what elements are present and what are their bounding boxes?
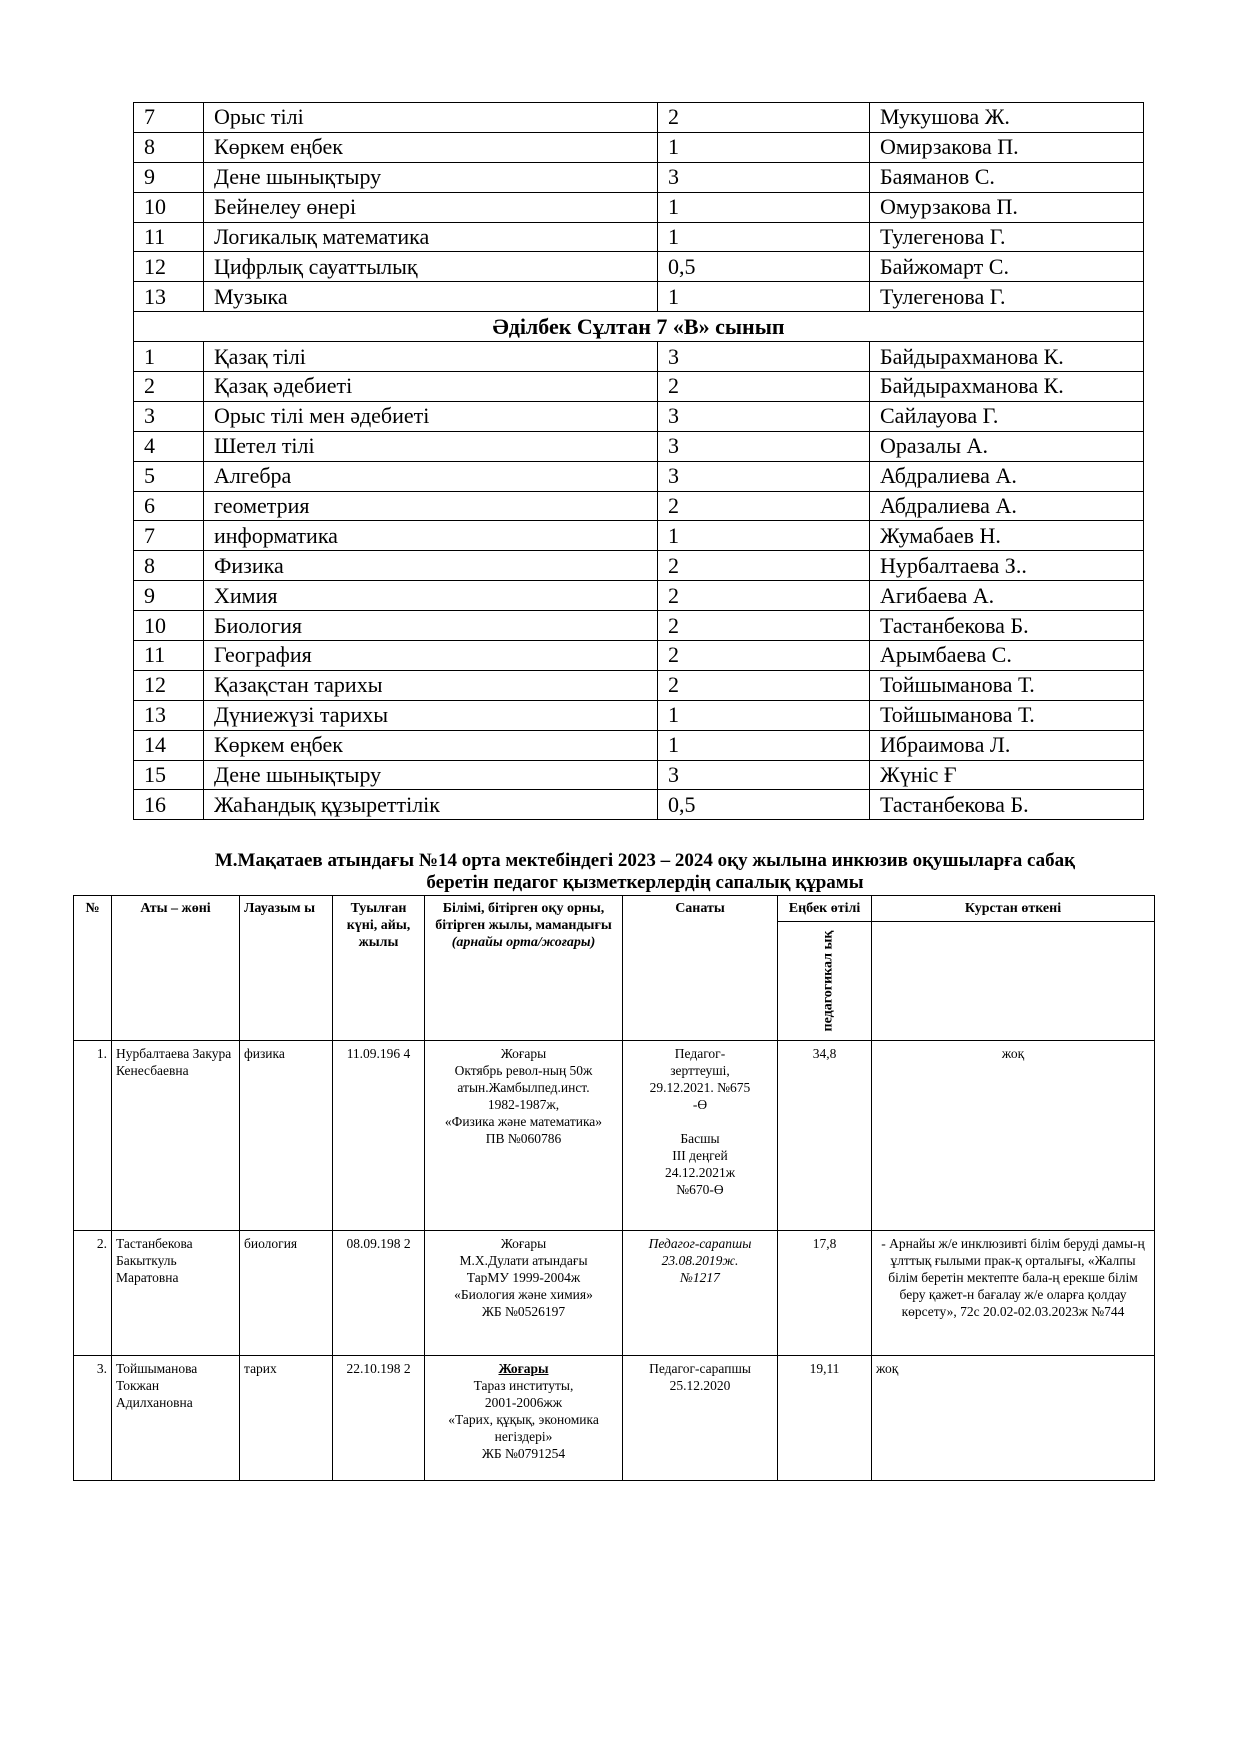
category-line: 23.08.2019ж. bbox=[661, 1253, 739, 1268]
row-number: 16 bbox=[134, 790, 204, 820]
table-row bbox=[134, 760, 1144, 790]
subject-name: информатика bbox=[204, 521, 658, 551]
staff-table-body bbox=[74, 1041, 1155, 1481]
teacher-name: Жүніс Ғ bbox=[870, 760, 1144, 790]
table-row bbox=[134, 491, 1144, 521]
education-line: Жоғары bbox=[500, 1046, 547, 1061]
hours: 3 bbox=[658, 431, 870, 461]
education-line: М.Х.Дулати атындағы bbox=[459, 1253, 588, 1268]
education-line: ЖБ №0791254 bbox=[481, 1446, 566, 1461]
category-line bbox=[627, 1113, 773, 1130]
document-title bbox=[150, 850, 1140, 894]
header-birth: Туылған күні, айы, жылы bbox=[333, 896, 425, 1041]
header-experience-pedagogical bbox=[778, 922, 872, 1041]
row-number: 9 bbox=[134, 162, 204, 192]
teacher-name: Тулегенова Г. bbox=[870, 222, 1144, 252]
staff-education bbox=[425, 1231, 623, 1356]
subject-name: Дене шынықтыру bbox=[204, 162, 658, 192]
row-number: 10 bbox=[134, 611, 204, 641]
hours: 3 bbox=[658, 162, 870, 192]
staff-education bbox=[425, 1356, 623, 1481]
subject-name: Музыка bbox=[204, 282, 658, 312]
table-row bbox=[134, 641, 1144, 671]
hours: 1 bbox=[658, 132, 870, 162]
staff-name: Нурбалтаева Закура Кенесбаевна bbox=[112, 1041, 240, 1231]
table-row bbox=[134, 132, 1144, 162]
category-line: 25.12.2020 bbox=[669, 1378, 731, 1393]
header-education-text: Білімі, бітірген оқу орны, бітірген жылы, мамандығы bbox=[435, 901, 612, 933]
table-row bbox=[134, 611, 1144, 641]
table-row bbox=[134, 431, 1144, 461]
row-number: 4 bbox=[134, 431, 204, 461]
section-heading: Әділбек Сұлтан 7 «В» сынып bbox=[134, 312, 1144, 342]
teacher-name: Мукушова Ж. bbox=[870, 103, 1144, 133]
staff-category bbox=[623, 1041, 778, 1231]
row-number: 10 bbox=[134, 192, 204, 222]
category-line: ІІІ деңгей bbox=[672, 1148, 728, 1163]
education-line: 1982-1987ж, bbox=[487, 1097, 560, 1112]
subject-name: геометрия bbox=[204, 491, 658, 521]
teacher-name: Байжомарт С. bbox=[870, 252, 1144, 282]
teacher-name: Сайлауова Г. bbox=[870, 401, 1144, 431]
category-line: Педагог-сарапшы bbox=[648, 1236, 752, 1251]
header-position: Лауазым ы bbox=[240, 896, 333, 1041]
staff-name: Тастанбекова Бакыткуль Маратовна bbox=[112, 1231, 240, 1356]
hours: 2 bbox=[658, 670, 870, 700]
table-row bbox=[134, 162, 1144, 192]
subject-name: Биология bbox=[204, 611, 658, 641]
title-line-1: М.Мақатаев атындағы №14 орта мектебіндегі 2023 – 2024 оқу жылына инкюзив оқушыларға сабақ bbox=[214, 850, 1076, 871]
header-num: № bbox=[74, 896, 112, 1041]
row-number: 12 bbox=[134, 252, 204, 282]
education-line: ТарМУ 1999-2004ж bbox=[466, 1270, 581, 1285]
staff-num: 2. bbox=[74, 1231, 112, 1356]
hours: 3 bbox=[658, 461, 870, 491]
staff-courses: жоқ bbox=[872, 1041, 1155, 1231]
header-experience: Еңбек өтілі bbox=[778, 896, 872, 922]
staff-experience: 19,11 bbox=[778, 1356, 872, 1481]
category-line: зерттеуші, bbox=[670, 1063, 730, 1078]
staff-header-row bbox=[74, 896, 1155, 922]
row-number: 5 bbox=[134, 461, 204, 491]
row-number: 13 bbox=[134, 282, 204, 312]
hours: 2 bbox=[658, 581, 870, 611]
hours: 0,5 bbox=[658, 790, 870, 820]
table-row bbox=[134, 790, 1144, 820]
education-line: Октябрь револ-ның 50ж атын.Жамбылпед.инст. bbox=[454, 1063, 593, 1095]
subject-name: Бейнелеу өнері bbox=[204, 192, 658, 222]
teacher-name: Абдралиева А. bbox=[870, 461, 1144, 491]
category-line: 24.12.2021ж bbox=[664, 1165, 736, 1180]
hours: 3 bbox=[658, 760, 870, 790]
header-courses: Курстан өткені bbox=[872, 896, 1155, 922]
staff-position: биология bbox=[240, 1231, 333, 1356]
subject-name: География bbox=[204, 641, 658, 671]
hours: 1 bbox=[658, 192, 870, 222]
hours: 1 bbox=[658, 700, 870, 730]
teacher-name: Тастанбекова Б. bbox=[870, 611, 1144, 641]
subject-name: Қазақ әдебиеті bbox=[204, 372, 658, 402]
staff-experience: 17,8 bbox=[778, 1231, 872, 1356]
row-number: 7 bbox=[134, 103, 204, 133]
teacher-name: Байдырахманова К. bbox=[870, 342, 1144, 372]
category-line: №670-Ө bbox=[676, 1182, 724, 1197]
education-line: «Биология және химия» bbox=[454, 1287, 593, 1302]
staff-category bbox=[623, 1356, 778, 1481]
staff-row bbox=[74, 1356, 1155, 1481]
teacher-name: Арымбаева С. bbox=[870, 641, 1144, 671]
header-category: Санаты bbox=[623, 896, 778, 1041]
row-number: 2 bbox=[134, 372, 204, 402]
education-line: Жоғары bbox=[500, 1236, 547, 1251]
teacher-name: Ибраимова Л. bbox=[870, 730, 1144, 760]
hours: 2 bbox=[658, 641, 870, 671]
subject-name: Дүниежүзі тарихы bbox=[204, 700, 658, 730]
row-number: 11 bbox=[134, 222, 204, 252]
staff-courses: - Арнайы ж/е инклюзивті білім беруді дамы-ң ұлттық ғылыми прак-қ орталығы, «Жалпы білім беретін мектепте бала-ң ерекше білім беру қажет-н бағалау ж/е оларға қолдау көрсету», 72с 20.02-02.03.2023ж №744 bbox=[872, 1231, 1155, 1356]
header-courses-sub bbox=[872, 922, 1155, 1041]
row-number: 12 bbox=[134, 670, 204, 700]
row-number: 15 bbox=[134, 760, 204, 790]
table-row bbox=[134, 700, 1144, 730]
education-line: Тараз институты, bbox=[473, 1378, 574, 1393]
section-heading-row bbox=[134, 312, 1144, 342]
teacher-name: Нурбалтаева З.. bbox=[870, 551, 1144, 581]
subject-name: Дене шынықтыру bbox=[204, 760, 658, 790]
subjects-table-body bbox=[134, 103, 1144, 820]
row-number: 13 bbox=[134, 700, 204, 730]
hours: 1 bbox=[658, 521, 870, 551]
table-row bbox=[134, 581, 1144, 611]
staff-row bbox=[74, 1041, 1155, 1231]
category-line: Басшы bbox=[680, 1131, 720, 1146]
staff-position: тарих bbox=[240, 1356, 333, 1481]
hours: 1 bbox=[658, 730, 870, 760]
staff-row bbox=[74, 1231, 1155, 1356]
staff-category bbox=[623, 1231, 778, 1356]
table-row bbox=[134, 551, 1144, 581]
hours: 2 bbox=[658, 103, 870, 133]
subject-name: Қазақ тілі bbox=[204, 342, 658, 372]
staff-experience: 34,8 bbox=[778, 1041, 872, 1231]
category-line: Педагог-сарапшы bbox=[649, 1361, 751, 1376]
teacher-name: Оразалы А. bbox=[870, 431, 1144, 461]
subject-name: Цифрлық сауаттылық bbox=[204, 252, 658, 282]
staff-birth: 08.09.198 2 bbox=[333, 1231, 425, 1356]
table-row bbox=[134, 670, 1144, 700]
teacher-name: Баяманов С. bbox=[870, 162, 1144, 192]
teacher-name: Байдырахманова К. bbox=[870, 372, 1144, 402]
education-line: ПВ №060786 bbox=[485, 1131, 562, 1146]
subject-name: Физика bbox=[204, 551, 658, 581]
hours: 1 bbox=[658, 222, 870, 252]
category-line: Педагог- bbox=[674, 1046, 726, 1061]
row-number: 6 bbox=[134, 491, 204, 521]
teacher-name: Тастанбекова Б. bbox=[870, 790, 1144, 820]
staff-num: 3. bbox=[74, 1356, 112, 1481]
staff-birth: 11.09.196 4 bbox=[333, 1041, 425, 1231]
table-row bbox=[134, 252, 1144, 282]
category-line: 29.12.2021. №675 bbox=[649, 1080, 751, 1095]
row-number: 3 bbox=[134, 401, 204, 431]
subject-name: Алгебра bbox=[204, 461, 658, 491]
subjects-table bbox=[133, 102, 1144, 820]
education-line: 2001-2006жж bbox=[484, 1395, 563, 1410]
subject-name: ЖаҺандық құзыреттілік bbox=[204, 790, 658, 820]
table-row bbox=[134, 282, 1144, 312]
staff-name: Тойшыманова Токжан Адилхановна bbox=[112, 1356, 240, 1481]
teacher-name: Агибаева А. bbox=[870, 581, 1144, 611]
staff-birth: 22.10.198 2 bbox=[333, 1356, 425, 1481]
table-row bbox=[134, 222, 1144, 252]
hours: 2 bbox=[658, 372, 870, 402]
subject-name: Химия bbox=[204, 581, 658, 611]
row-number: 14 bbox=[134, 730, 204, 760]
teacher-name: Жумабаев Н. bbox=[870, 521, 1144, 551]
header-name: Аты – жөні bbox=[112, 896, 240, 1041]
table-row bbox=[134, 521, 1144, 551]
education-line: «Физика және математика» bbox=[444, 1114, 603, 1129]
education-line: «Тарих, құқық, экономика негіздері» bbox=[448, 1412, 599, 1444]
header-education bbox=[425, 896, 623, 1041]
subject-name: Орыс тілі мен әдебиеті bbox=[204, 401, 658, 431]
education-line: ЖБ №0526197 bbox=[481, 1304, 566, 1319]
staff-courses: жоқ bbox=[872, 1356, 1155, 1481]
teacher-name: Тулегенова Г. bbox=[870, 282, 1144, 312]
staff-position: физика bbox=[240, 1041, 333, 1231]
staff-table bbox=[73, 895, 1155, 1481]
subject-name: Логикалық математика bbox=[204, 222, 658, 252]
table-row bbox=[134, 103, 1144, 133]
subject-name: Көркем еңбек bbox=[204, 132, 658, 162]
staff-education bbox=[425, 1041, 623, 1231]
teacher-name: Абдралиева А. bbox=[870, 491, 1144, 521]
header-education-note: (арнайы орта/жоғары) bbox=[451, 935, 596, 950]
row-number: 1 bbox=[134, 342, 204, 372]
subject-name: Көркем еңбек bbox=[204, 730, 658, 760]
row-number: 9 bbox=[134, 581, 204, 611]
table-row bbox=[134, 192, 1144, 222]
subject-name: Қазақстан тарихы bbox=[204, 670, 658, 700]
subject-name: Орыс тілі bbox=[204, 103, 658, 133]
table-row bbox=[134, 372, 1144, 402]
header-experience-pedagogical-text: педагогикал ық bbox=[820, 930, 836, 1032]
teacher-name: Омурзакова П. bbox=[870, 192, 1144, 222]
teacher-name: Тойшыманова Т. bbox=[870, 670, 1144, 700]
hours: 3 bbox=[658, 342, 870, 372]
row-number: 11 bbox=[134, 641, 204, 671]
hours: 2 bbox=[658, 551, 870, 581]
staff-num: 1. bbox=[74, 1041, 112, 1231]
row-number: 7 bbox=[134, 521, 204, 551]
category-line: №1217 bbox=[680, 1270, 720, 1285]
hours: 2 bbox=[658, 611, 870, 641]
subject-name: Шетел тілі bbox=[204, 431, 658, 461]
hours: 3 bbox=[658, 401, 870, 431]
row-number: 8 bbox=[134, 551, 204, 581]
category-line: -Ө bbox=[692, 1097, 708, 1112]
table-row bbox=[134, 730, 1144, 760]
education-line: Жоғары bbox=[498, 1361, 549, 1376]
table-row bbox=[134, 401, 1144, 431]
teacher-name: Тойшыманова Т. bbox=[870, 700, 1144, 730]
row-number: 8 bbox=[134, 132, 204, 162]
table-row bbox=[134, 461, 1144, 491]
hours: 0,5 bbox=[658, 252, 870, 282]
title-line-2: беретін педагог қызметкерлердің сапалық құрамы bbox=[426, 872, 864, 893]
teacher-name: Омирзакова П. bbox=[870, 132, 1144, 162]
hours: 1 bbox=[658, 282, 870, 312]
table-row bbox=[134, 342, 1144, 372]
hours: 2 bbox=[658, 491, 870, 521]
